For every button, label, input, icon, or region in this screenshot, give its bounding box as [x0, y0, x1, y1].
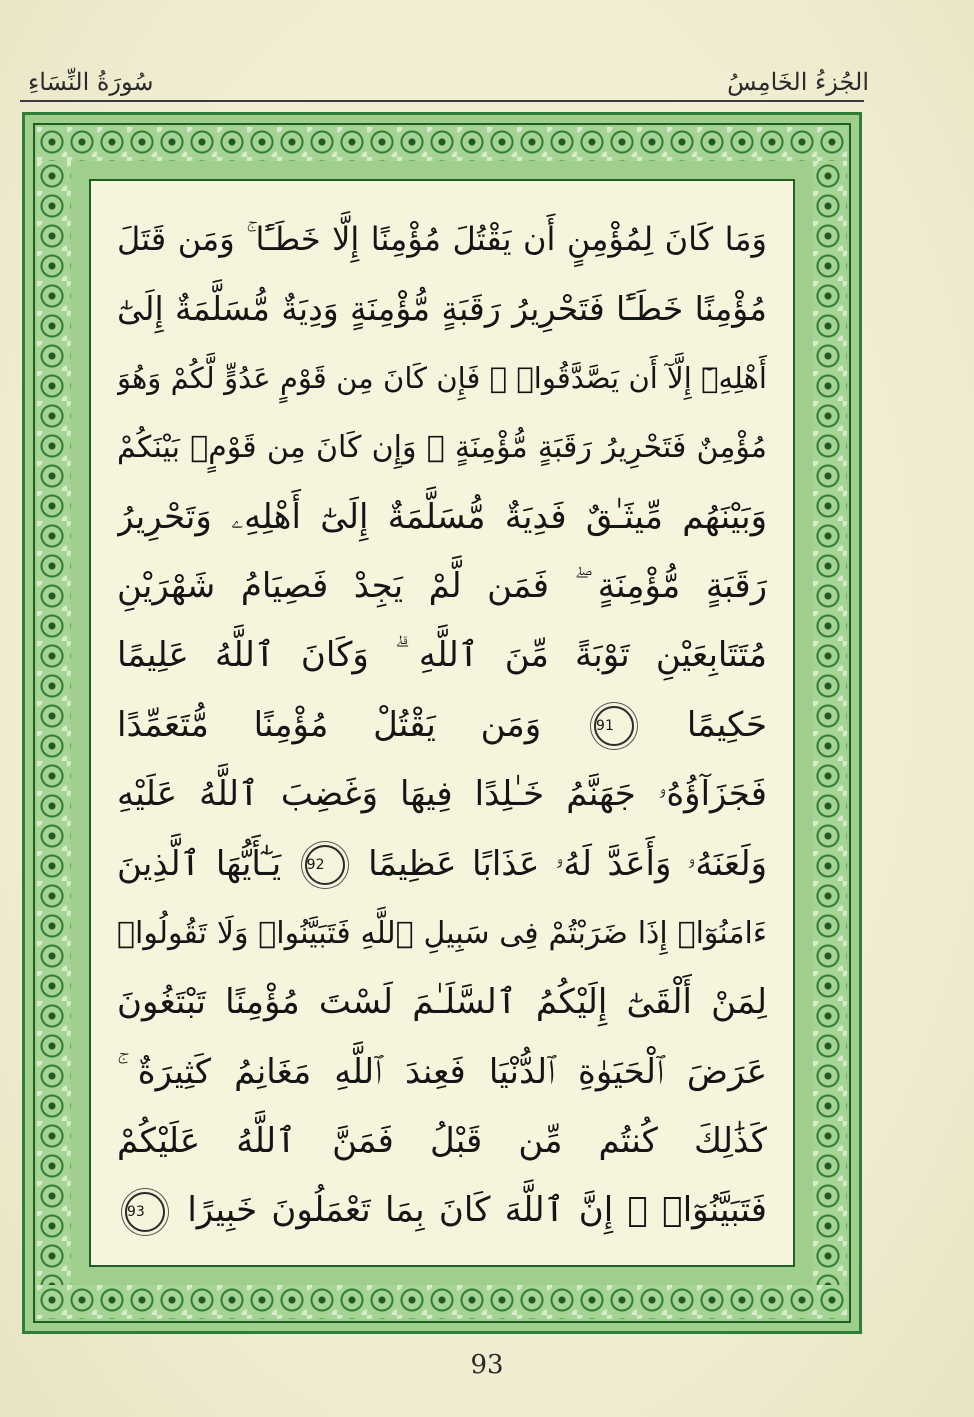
- ayah-number-marker: 93: [125, 1192, 165, 1232]
- verse-line: فَجَزَآؤُهُۥ جَهَنَّمُ خَـٰلِدًا فِيهَا وَغَضِبَ ٱللَّهُ عَلَيْهِ: [117, 774, 767, 815]
- juz-title: الجُزءُ الخَامِسُ: [727, 68, 869, 96]
- verse-line: كَذَٰلِكَ كُنتُم مِّن قَبْلُ فَمَنَّ ٱللَّهُ عَلَيْكُمْ: [117, 1121, 767, 1162]
- verse-line: مُؤْمِنٌ فَتَحْرِيرُ رَقَبَةٍ مُّؤْمِنَةٍ ۖ وَإِن كَانَ مِن قَوْمٍۭ بَيْنَكُمْ: [117, 430, 767, 466]
- ornamental-frame: [22, 112, 862, 1334]
- verse-line: وَمَا كَانَ لِمُؤْمِنٍ أَن يَقْتُلَ مُؤْمِنًا إِلَّا خَطَـًٔا ۚ وَمَن قَتَلَ: [117, 220, 767, 258]
- verse-line: مُؤْمِنًا خَطَـًٔا فَتَحْرِيرُ رَقَبَةٍ مُّؤْمِنَةٍ وَدِيَةٌ مُّسَلَّمَةٌ إِلَىٰٓ: [117, 289, 767, 329]
- verse-line: أَهْلِهِۦٓ إِلَّآ أَن يَصَّدَّقُوا۟ ۚ فَإِن كَانَ مِن قَوْمٍ عَدُوٍّ لَّكُمْ وَهُوَ: [117, 360, 767, 395]
- verse-line: عَرَضَ ٱلْحَيَوٰةِ ٱلدُّنْيَا فَعِندَ ٱللَّهِ مَغَانِمُ كَثِيرَةٌ ۚ: [117, 1051, 767, 1092]
- verse-line: مُتَتَابِعَيْنِ تَوْبَةً مِّنَ ٱللَّهِ ۗ وَكَانَ ٱللَّهُ عَلِيمًا: [117, 635, 767, 676]
- frame-ornament-bottom: [37, 1285, 847, 1319]
- ayah-number-marker: 91: [594, 706, 634, 746]
- frame-ornament-left: [37, 161, 71, 1285]
- verse-line: رَقَبَةٍ مُّؤْمِنَةٍ ۖ فَمَن لَّمْ يَجِدْ فَصِيَامُ شَهْرَيْنِ: [117, 565, 767, 606]
- verse-line: حَكِيمًا 91 وَمَن يَقْتُلْ مُؤْمِنًا مُّتَعَمِّدًا: [117, 704, 767, 745]
- header-divider: [20, 100, 864, 102]
- verse-line: وَبَيْنَهُم مِّيثَـٰقٌ فَدِيَةٌ مُّسَلَّمَةٌ إِلَىٰٓ أَهْلِهِۦ وَتَحْرِيرُ: [117, 496, 767, 537]
- page-number: 93: [470, 1350, 504, 1380]
- ayah-number-marker: 92: [305, 845, 345, 885]
- frame-ornament-right: [813, 161, 847, 1285]
- verse-line: فَتَبَيَّنُوٓا۟ ۚ إِنَّ ٱللَّهَ كَانَ بِمَا تَعْمَلُونَ خَبِيرًا 93: [127, 1190, 767, 1231]
- verse-line: ءَامَنُوٓا۟ إِذَا ضَرَبْتُمْ فِى سَبِيلِ ٱللَّهِ فَتَبَيَّنُوا۟ وَلَا تَقُولُوا۟: [117, 915, 767, 951]
- frame-ornament-top: [37, 127, 847, 161]
- verse-line: وَلَعَنَهُۥ وَأَعَدَّ لَهُۥ عَذَابًا عَظِيمًا 92 يَـٰٓأَيُّهَا ٱلَّذِينَ: [117, 843, 767, 884]
- surah-title: سُورَةُ النِّسَاءِ: [28, 68, 154, 96]
- verse-text-panel: [89, 179, 795, 1267]
- verse-line: لِمَنْ أَلْقَىٰٓ إِلَيْكُمُ ٱلسَّلَـٰمَ لَسْتَ مُؤْمِنًا تَبْتَغُونَ: [117, 982, 767, 1023]
